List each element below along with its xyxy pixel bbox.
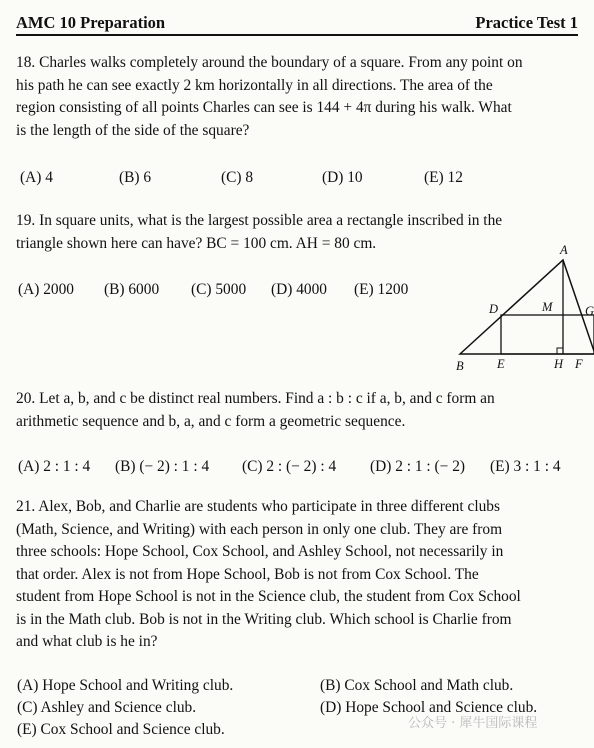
problem-18-choice-a[interactable]: (A) 4: [20, 169, 53, 186]
problem-21-number: 21.: [16, 498, 36, 515]
problem-18-choice-c[interactable]: (C) 8: [221, 169, 254, 186]
problem-20-choice-d[interactable]: (D) 2 : 1 : (− 2): [370, 458, 466, 475]
problem-19-choice-d[interactable]: (D) 4000: [271, 281, 327, 298]
problem-20-line-1: Let a, b, and c be distinct real numbers. Find a : b : c if a, b, and c form an: [39, 390, 495, 407]
problem-18-text: [16, 52, 523, 142]
label-h: H: [554, 357, 564, 371]
problem-20-text: [16, 388, 495, 433]
problem-19-choice-b[interactable]: (B) 6000: [104, 281, 160, 298]
problem-19-choice-e[interactable]: (E) 1200: [354, 281, 409, 298]
problem-21-line-2: (Math, Science, and Writing) with each person in only one club. They are from: [16, 520, 503, 538]
problem-20-number: 20.: [16, 390, 36, 407]
problem-21-choice-a[interactable]: (A) Hope School and Writing club.: [17, 677, 234, 694]
problem-19-line-1: In square units, what is the largest possible area a rectangle inscribed in the: [39, 212, 503, 229]
header-right-title: Practice Test 1: [475, 13, 578, 32]
problem-18-line-4: is the length of the side of the square?: [16, 121, 250, 139]
label-f: F: [575, 357, 583, 371]
label-d: D: [489, 302, 499, 316]
problem-21-line-5: student from Hope School is not in the Science club, the student from Cox School: [16, 588, 521, 605]
problem-21-choice-c[interactable]: (C) Ashley and Science club.: [17, 699, 197, 716]
problem-20-choice-c[interactable]: (C) 2 : (− 2) : 4: [242, 458, 337, 475]
problem-21-choice-b[interactable]: (B) Cox School and Math club.: [320, 677, 514, 694]
problem-21-line-4: that order. Alex is not from Hope School, Bob is not from Cox School. The: [16, 565, 479, 583]
problem-21-choice-e[interactable]: (E) Cox School and Science club.: [17, 721, 225, 738]
problem-21-line-1: Alex, Bob, and Charlie are students who participate in three different clubs: [38, 498, 500, 515]
problem-20-choice-a[interactable]: (A) 2 : 1 : 4: [18, 458, 91, 475]
label-a: A: [560, 243, 568, 257]
problem-21-line-7: and what club is he in?: [16, 633, 158, 650]
problem-21-text: [16, 496, 521, 654]
problem-19-line-2: triangle shown here can have? BC = 100 cm. AH = 80 cm.: [16, 234, 377, 252]
label-e: E: [497, 357, 505, 371]
label-m: M: [542, 300, 553, 314]
triangle-abc: [460, 260, 594, 354]
problem-19-text: [16, 210, 502, 255]
problem-19-choice-c[interactable]: (C) 5000: [191, 281, 247, 298]
problem-21-choice-d[interactable]: (D) Hope School and Science club.: [320, 699, 538, 716]
inscribed-rectangle: [501, 315, 594, 354]
watermark: 公众号 · 犀牛国际课程: [408, 716, 538, 731]
problem-18-number: 18.: [16, 54, 36, 71]
problem-21-line-3: three schools: Hope School, Cox School, and Ashley School, not necessarily in: [16, 543, 504, 560]
problem-18-line-2: his path he can see exactly 2 km horizontally in all directions. The area of the: [16, 76, 493, 94]
problem-18-choice-e[interactable]: (E) 12: [424, 169, 463, 186]
header-left-title: AMC 10 Preparation: [16, 13, 166, 32]
problem-20-choice-b[interactable]: (B) (− 2) : 1 : 4: [115, 458, 210, 475]
problem-19-number: 19.: [16, 212, 36, 229]
triangle-diagram: [448, 240, 594, 376]
right-angle-mark: [557, 348, 563, 354]
label-b: B: [456, 359, 464, 373]
problem-18-choice-d[interactable]: (D) 10: [322, 169, 363, 186]
problem-21-line-6: is in the Math club. Bob is not in the Writing club. Which school is Charlie from: [16, 610, 512, 628]
label-g: G: [585, 304, 594, 318]
problem-18-line-1: Charles walks completely around the boundary of a square. From any point on: [39, 54, 523, 71]
problem-18-line-3: region consisting of all points Charles can see is 144 + 4π during his walk. What: [16, 99, 512, 116]
page-header: [16, 12, 578, 36]
problem-19-choice-a[interactable]: (A) 2000: [18, 281, 74, 298]
problem-20-line-2: arithmetic sequence and b, a, and c form a geometric sequence.: [16, 412, 406, 430]
problem-20-choice-e[interactable]: (E) 3 : 1 : 4: [490, 458, 561, 475]
problem-18-choice-b[interactable]: (B) 6: [119, 169, 152, 186]
